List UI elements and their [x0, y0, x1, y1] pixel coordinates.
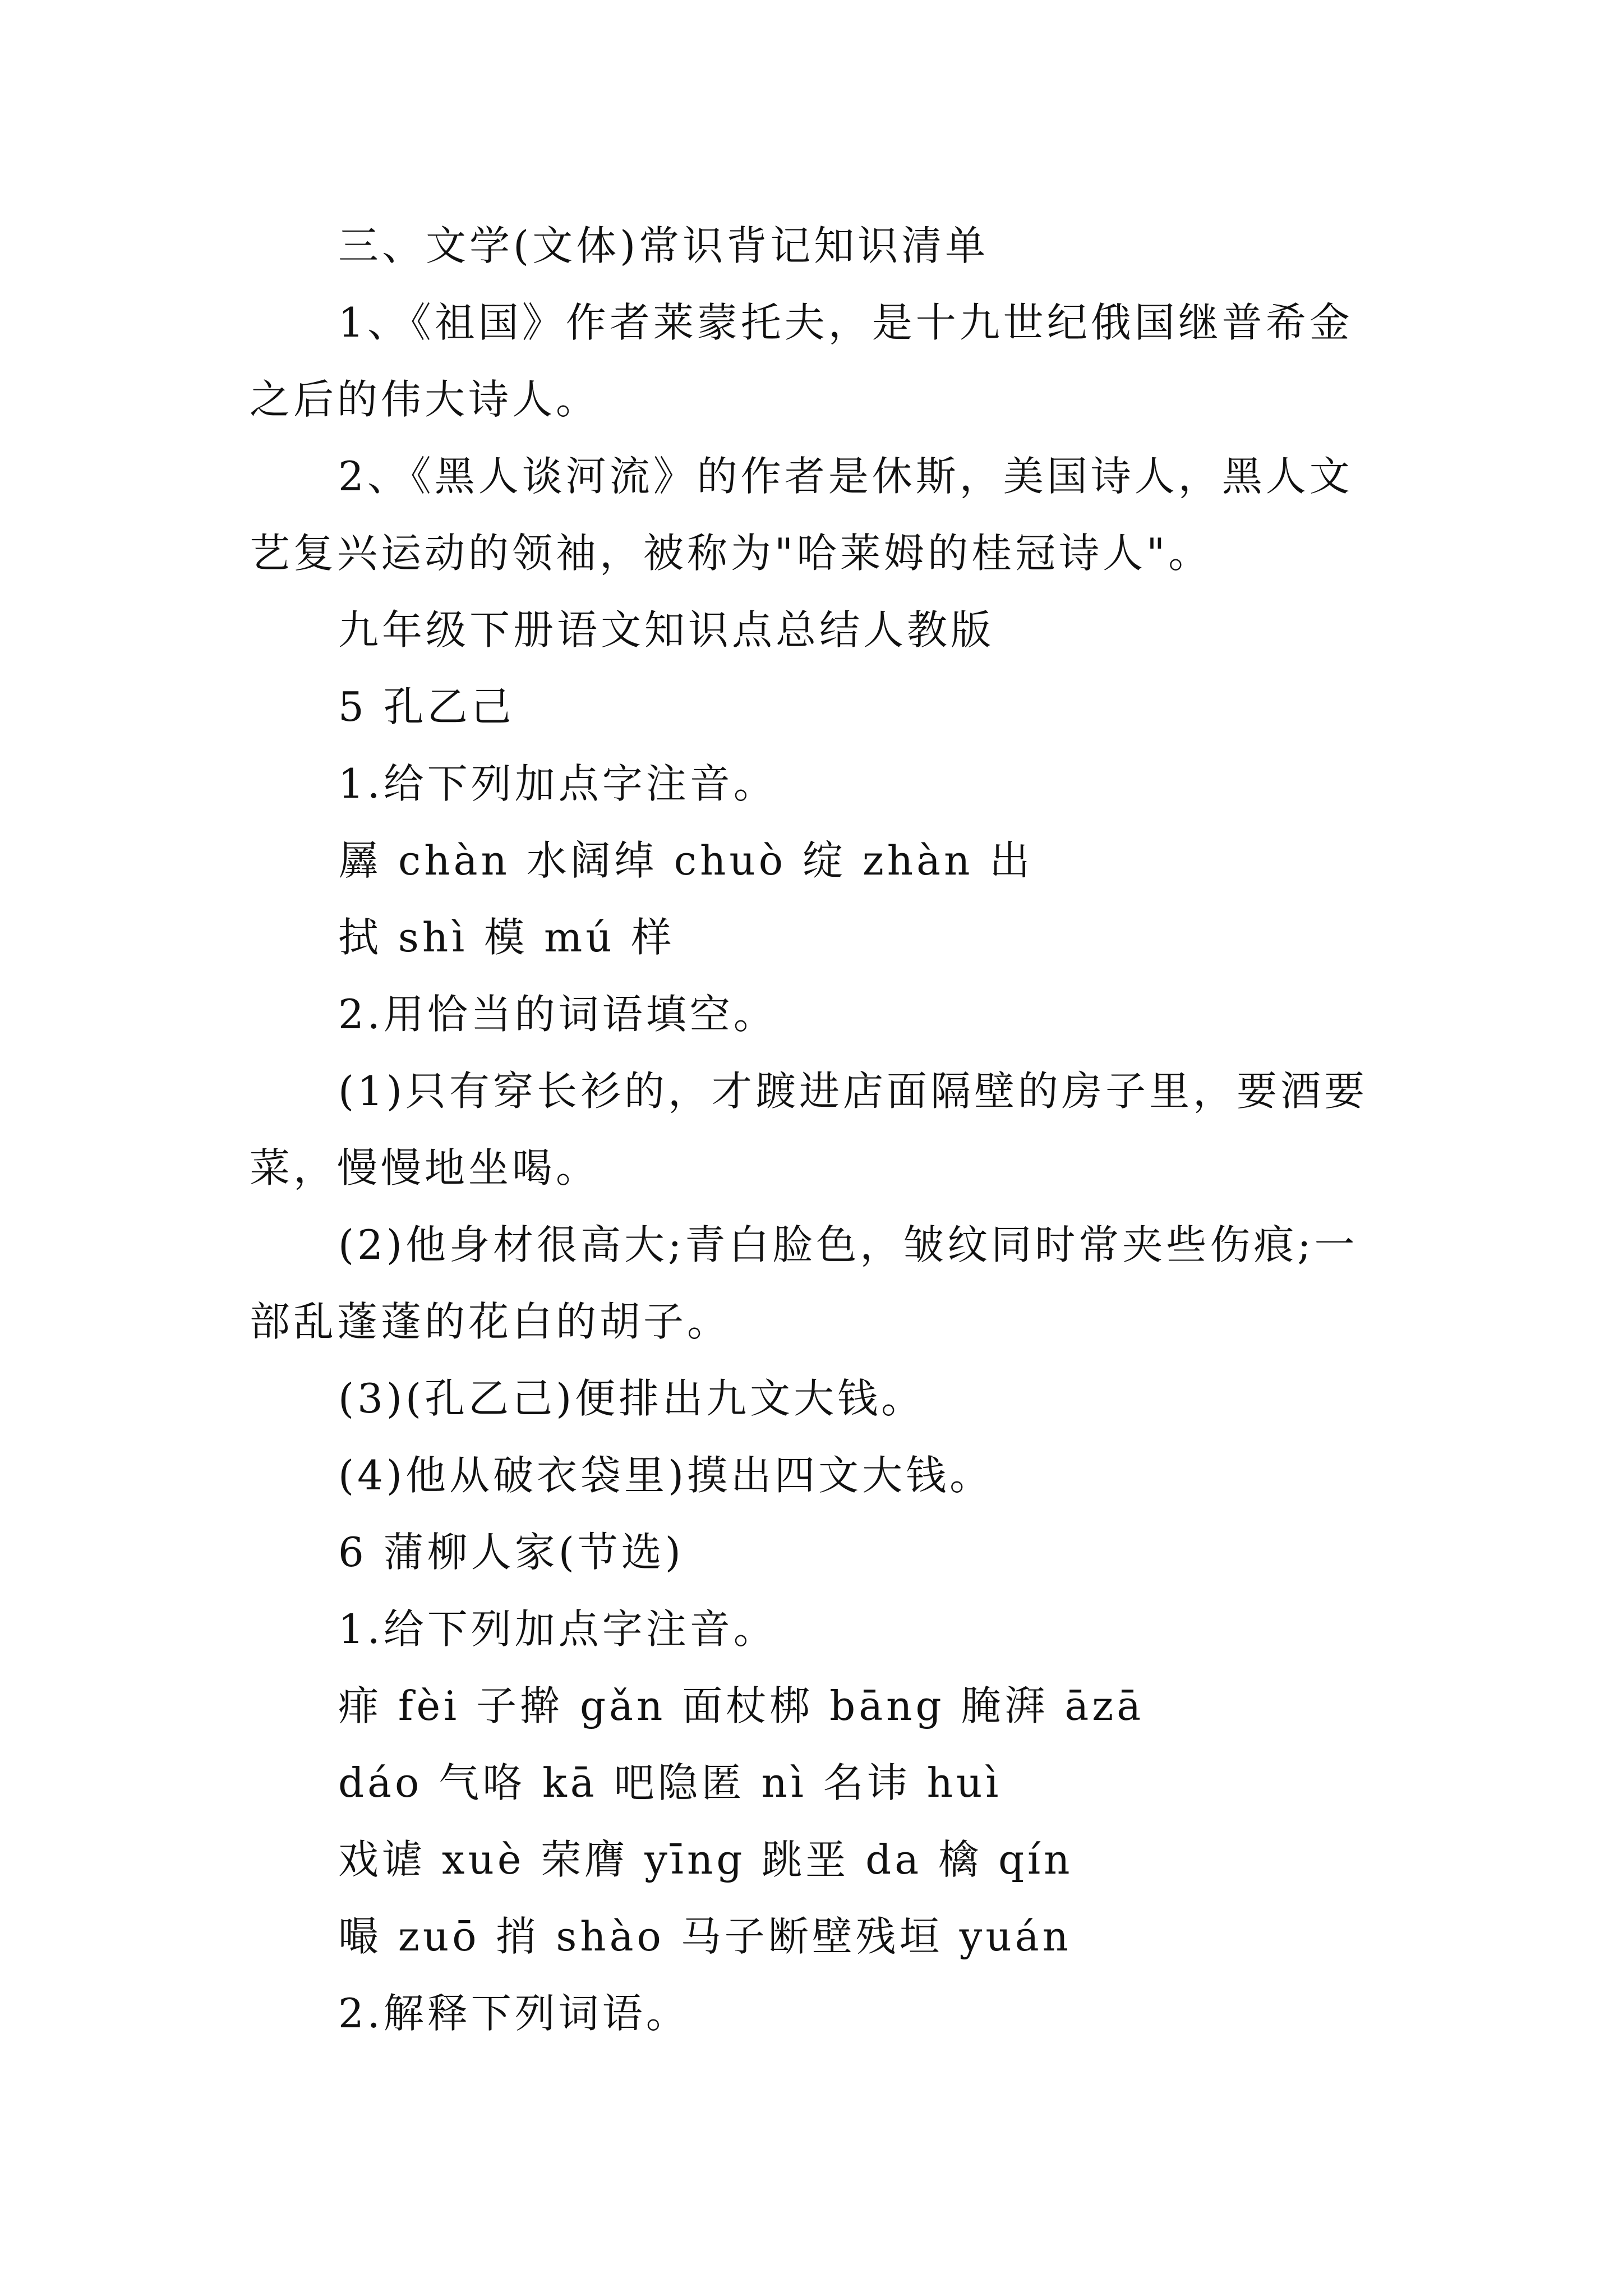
lesson-heading: 5 孔乙己: [338, 683, 515, 730]
section-heading: 三、文学(文体)常识背记知识清单: [338, 222, 989, 269]
exercise-heading: 1.给下列加点字注音。: [338, 760, 777, 807]
paragraph: (3)(孔乙己)便排出九文大钱。: [338, 1375, 925, 1422]
paragraph: (1)只有穿长衫的，才踱进店面隔壁的房子里，要酒要菜，慢慢地坐喝。: [250, 1068, 1368, 1191]
pinyin-line: dáo 气咯 kā 吧隐匿 nì 名讳 huì: [338, 1759, 1002, 1806]
document-title: 九年级下册语文知识点总结人教版: [338, 606, 995, 654]
paragraph: (2)他身材很高大;青白脸色，皱纹同时常夹些伤痕;一部乱蓬蓬的花白的胡子。: [250, 1221, 1358, 1345]
pinyin-line: 拭 shì 模 mú 样: [338, 914, 675, 961]
paragraph: (4)他从破衣袋里)摸出四文大钱。: [338, 1452, 994, 1499]
paragraph: 2、《黑人谈河流》的作者是休斯，美国诗人，黑人文艺复兴运动的领袖，被称为"哈莱姆的桂冠诗人"。: [250, 453, 1353, 577]
document-body: [250, 208, 1377, 2052]
exercise-heading: 2.解释下列词语。: [338, 1990, 690, 2037]
pinyin-line: 痱 fèi 子擀 gǎn 面杖梆 bāng 腌湃 āzā: [338, 1682, 1145, 1729]
exercise-heading: 1.给下列加点字注音。: [338, 1605, 777, 1653]
lesson-heading: 6 蒲柳人家(节选): [338, 1529, 684, 1576]
pinyin-line: 戏谑 xuè 荣膺 yīng 跳垩 da 檎 qín: [338, 1836, 1073, 1883]
pinyin-line: 嘬 zuō 捎 shào 马子断壁残垣 yuán: [338, 1913, 1072, 1960]
exercise-heading: 2.用恰当的词语填空。: [338, 991, 777, 1038]
paragraph: 1、《祖国》作者莱蒙托夫，是十九世纪俄国继普希金之后的伟大诗人。: [250, 299, 1353, 423]
pinyin-line: 羼 chàn 水阔绰 chuò 绽 zhàn 出: [338, 837, 1034, 884]
